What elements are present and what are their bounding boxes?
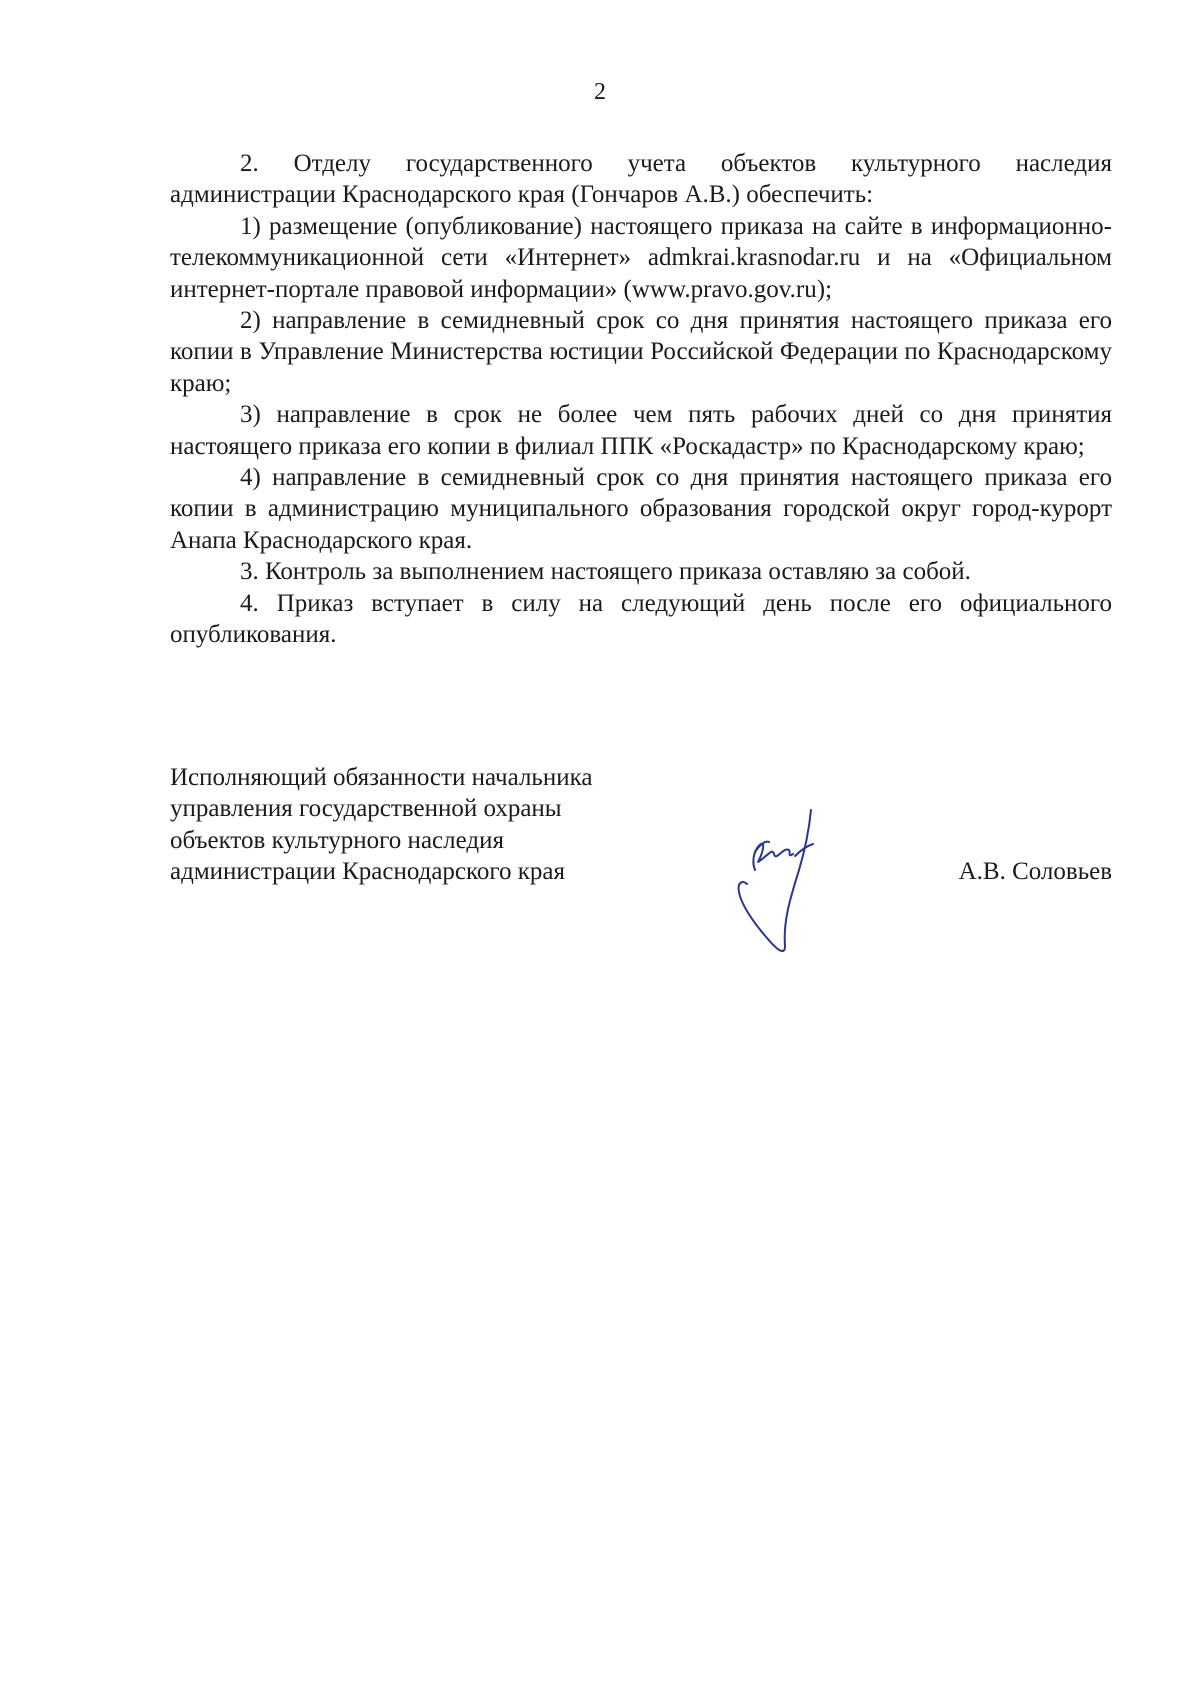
- paragraph-item-4: 4. Приказ вступает в силу на следующий день после его официального опубликования.: [170, 589, 1112, 649]
- paragraph-subitem-1: 1) размещение (опубликование) настоящего приказа на сайте в информационно-телекоммуникационной сети «Интернет» admkrai.krasnodar.ru и на «Официальном интернет-портале правовой информации» (www.pravo.gov.ru);: [170, 212, 1112, 303]
- paragraph-subitem-2: 2) направление в семидневный срок со дня принятия настоящего приказа его копии в Управление Министерства юстиции Российской Федерации по Краснодарскому краю;: [170, 307, 1112, 397]
- signer-position-line: объектов культурного наследия: [170, 826, 504, 854]
- signer-position-line: управления государственной охраны: [170, 795, 562, 823]
- signature-ink: [739, 810, 813, 951]
- signer-position-line: администрации Краснодарского края: [170, 858, 566, 886]
- handwritten-signature: [725, 800, 835, 960]
- paragraph-subitem-4: 4) направление в семидневный срок со дня принятия настоящего приказа его копии в администрацию муниципального образования городской округ город-курорт Анапа Краснодарского края.: [170, 464, 1112, 554]
- paragraph-item-3: 3. Контроль за выполнением настоящего приказа оставляю за собой.: [240, 558, 971, 586]
- signature-block: [170, 762, 1112, 962]
- paragraph-item-2: 2. Отделу государственного учета объектов культурного наследия администрации Краснодарского края (Гончаров А.В.) обеспечить:: [170, 150, 1112, 209]
- document-body: [170, 148, 1112, 651]
- page-number: 2: [594, 79, 606, 105]
- signer-position-line: Исполняющий обязанности начальника: [170, 764, 593, 791]
- signer-name: А.В. Соловьев: [958, 858, 1112, 885]
- paragraph-subitem-3: 3) направление в срок не более чем пять рабочих дней со дня принятия настоящего приказа его копии в филиал ППК «Роскадастр» по Краснодарскому краю;: [170, 401, 1112, 460]
- signer-position: [170, 762, 592, 888]
